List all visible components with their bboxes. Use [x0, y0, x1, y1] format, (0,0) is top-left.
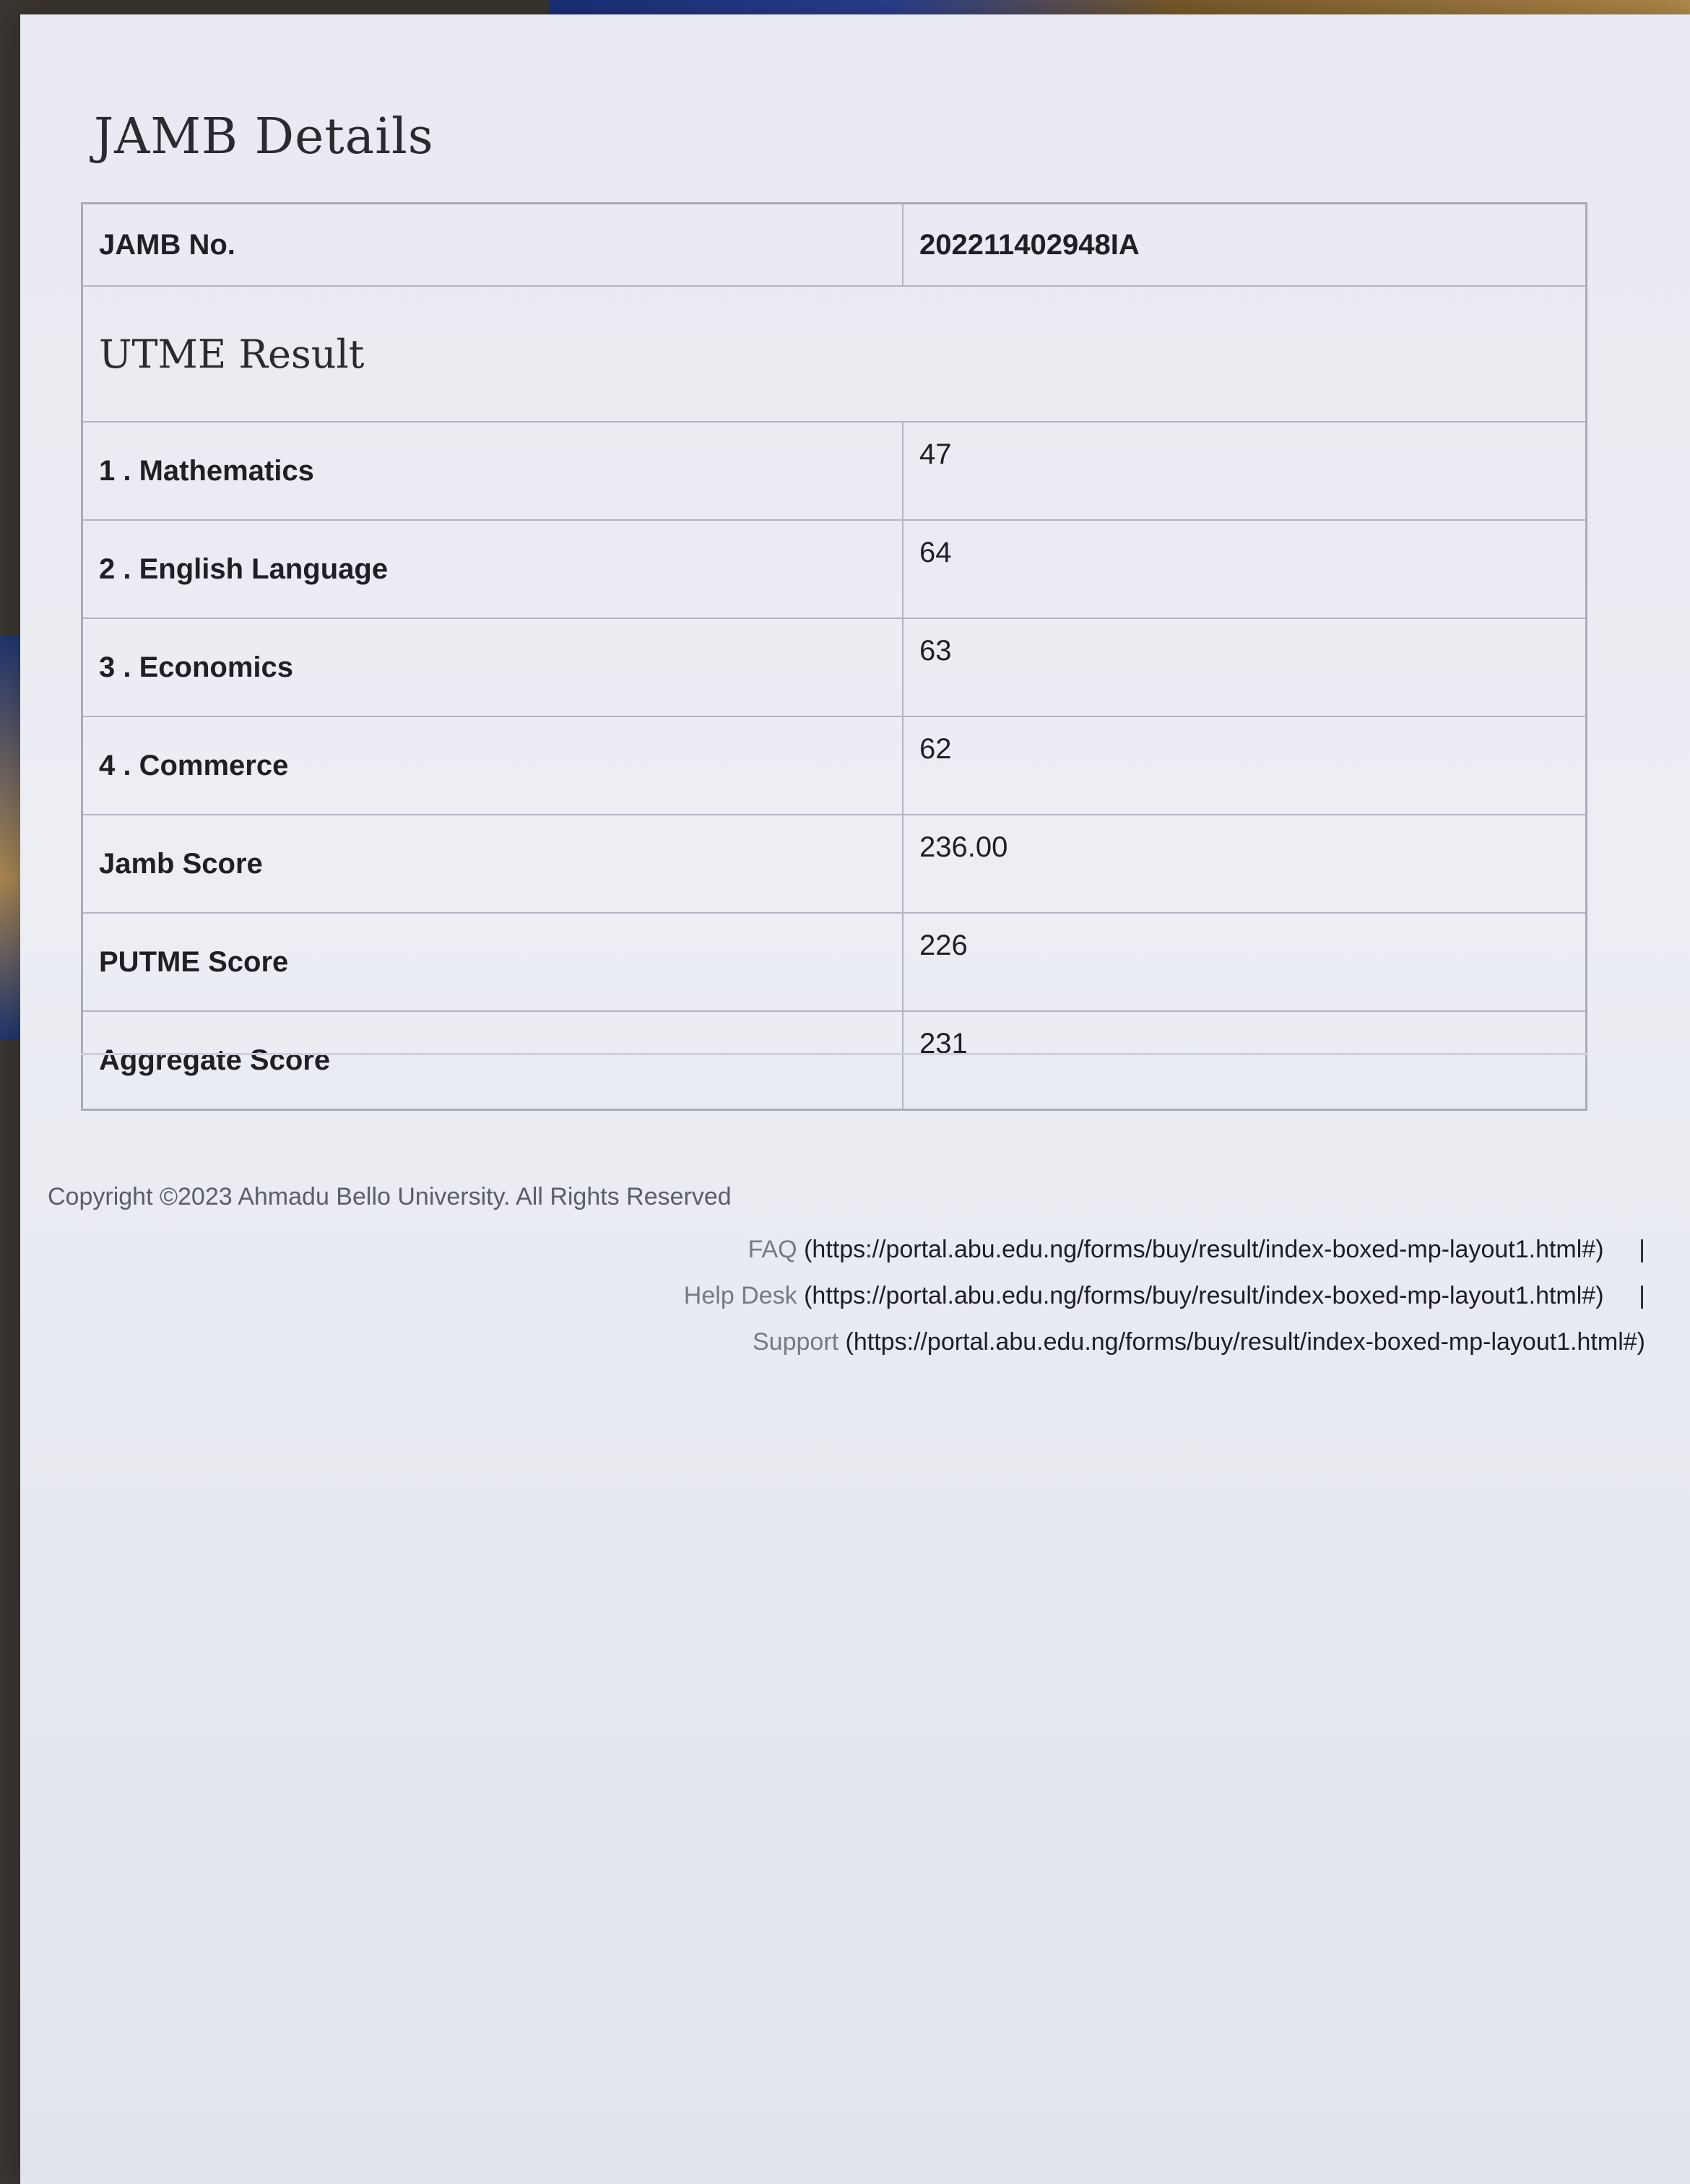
- faq-link-label[interactable]: FAQ: [748, 1236, 797, 1263]
- footer-link-support[interactable]: [684, 1319, 1645, 1365]
- jamb-score-row: [82, 815, 1587, 913]
- subject-label: 1 . Mathematics: [82, 422, 904, 520]
- utme-section-title: UTME Result: [82, 286, 1587, 422]
- aggregate-score-value: 231: [903, 1011, 1587, 1110]
- copyright-text: Copyright ©2023 Ahmadu Bello University. All Rights Reserved: [48, 1183, 732, 1210]
- aggregate-score-row: [82, 1011, 1587, 1110]
- support-link-url[interactable]: (https://portal.abu.edu.ng/forms/buy/result/index-boxed-mp-layout1.html#): [845, 1328, 1645, 1356]
- faq-link-url[interactable]: (https://portal.abu.edu.ng/forms/buy/result/index-boxed-mp-layout1.html#): [804, 1236, 1604, 1263]
- aggregate-score-label: Aggregate Score: [82, 1011, 904, 1110]
- subject-score: 63: [903, 618, 1587, 716]
- subject-row: [82, 618, 1587, 716]
- putme-score-value: 226: [903, 913, 1587, 1011]
- link-separator: |: [1639, 1282, 1645, 1309]
- printed-sheet: [20, 14, 1690, 2184]
- jamb-score-value: 236.00: [903, 815, 1587, 913]
- subject-row: [82, 422, 1587, 520]
- jamb-number-value: 202211402948IA: [903, 204, 1587, 287]
- help-desk-link-label[interactable]: Help Desk: [683, 1282, 797, 1309]
- subject-label: 3 . Economics: [82, 618, 904, 716]
- support-link-label[interactable]: Support: [753, 1328, 839, 1356]
- jamb-number-label: JAMB No.: [82, 204, 904, 287]
- jamb-score-label: Jamb Score: [82, 815, 904, 913]
- subject-row: [82, 716, 1587, 815]
- putme-score-label: PUTME Score: [82, 913, 904, 1011]
- subject-score: 62: [903, 716, 1587, 815]
- jamb-number-row: [82, 204, 1587, 287]
- putme-score-row: [82, 913, 1587, 1011]
- subject-score: 64: [903, 520, 1587, 618]
- section-divider: [81, 1053, 1587, 1055]
- subject-label: 4 . Commerce: [82, 716, 904, 815]
- utme-section-row: [82, 286, 1587, 422]
- subject-label: 2 . English Language: [82, 520, 904, 618]
- subject-row: [82, 520, 1587, 618]
- footer-link-help-desk[interactable]: [684, 1273, 1645, 1319]
- jamb-details-table: [81, 202, 1587, 1111]
- page-title: JAMB Details: [94, 108, 434, 165]
- help-desk-link-url[interactable]: (https://portal.abu.edu.ng/forms/buy/result/index-boxed-mp-layout1.html#): [804, 1282, 1604, 1309]
- footer-links: [684, 1226, 1645, 1365]
- subject-score: 47: [903, 422, 1587, 520]
- link-separator: |: [1639, 1236, 1645, 1263]
- footer-link-faq[interactable]: [684, 1226, 1645, 1273]
